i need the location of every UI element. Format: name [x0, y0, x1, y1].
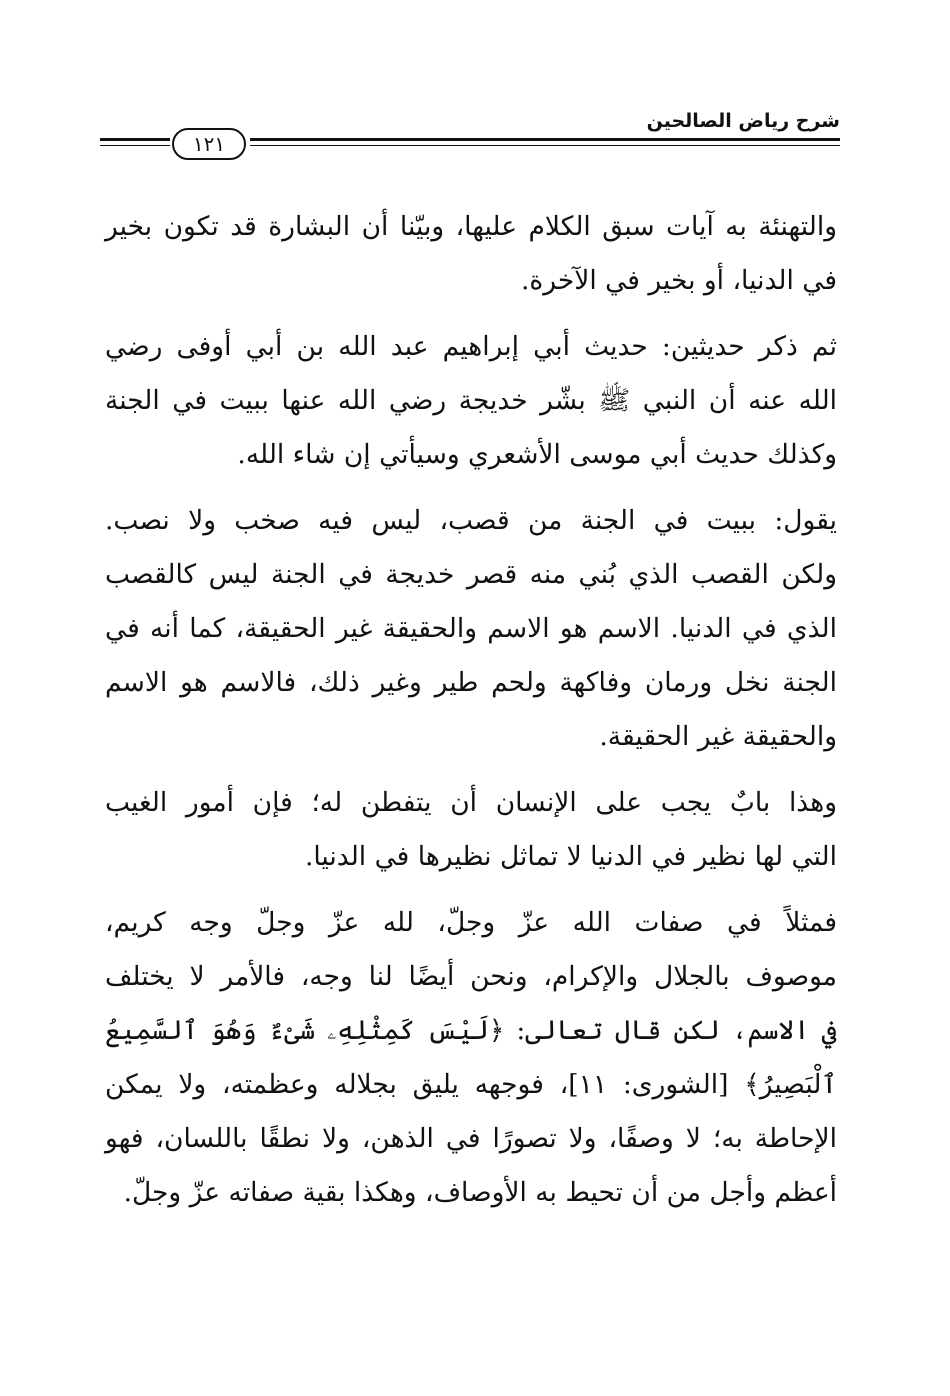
text-line: أعظم وأجل من أن تحيط به الأوصاف، وهكذا بقية صفاته عزّ وجلّ. [123, 1177, 837, 1208]
body-text [105, 200, 837, 1232]
paragraph-4 [105, 776, 837, 884]
text-line: ولكن القصب الذي بُني منه قصر خديجة في الجنة ليس كالقصب [105, 559, 838, 590]
text-line: وكذلك حديث أبي موسى الأشعري وسيأتي إن شاء الله. [237, 439, 837, 470]
header-rule-left-thin [100, 145, 170, 146]
text-line: التي لها نظير في الدنيا لا تماثل نظيرها في الدنيا. [304, 841, 837, 872]
page-number: ١٢١ [172, 128, 246, 160]
text-line: والحقيقة غير الحقيقة. [599, 721, 837, 752]
text-line: وهذا بابٌ يجب على الإنسان أن يتفطن له؛ فإن أمور الغيب [105, 787, 837, 818]
text-line: ٱلْبَصِيرُ﴾ [الشورى: ١١]، فوجهه يليق بجلاله وعظمته، ولا يمكن [105, 1069, 837, 1100]
paragraph-3 [105, 494, 837, 764]
text-line: فمثلاً في صفات الله عزّ وجلّ، لله عزّ وجلّ وجه كريم، [105, 907, 837, 938]
page-header [100, 108, 840, 158]
text-line: في الاسم، لكن قال تعالى: ﴿لَيْسَ كَمِثْلِهِۦ شَىْءٌ وَهُوَ ٱلسَّمِيعُ [105, 1015, 837, 1046]
text-line: ثم ذكر حديثين: حديث أبي إبراهيم عبد الله بن أبي أوفى رضي [105, 331, 837, 362]
text-line: الذي في الدنيا. الاسم هو الاسم والحقيقة غير الحقيقة، كما أنه في [105, 613, 837, 644]
text-line: في الدنيا، أو بخير في الآخرة. [520, 265, 837, 296]
text-line: الجنة نخل ورمان وفاكهة ولحم طير وغير ذلك، فالاسم هو الاسم [105, 667, 837, 698]
text-line: موصوف بالجلال والإكرام، ونحن أيضًا لنا وجه، فالأمر لا يختلف [105, 961, 837, 992]
header-rule-left [100, 138, 170, 141]
paragraph-2 [105, 320, 837, 482]
text-line: الإحاطة به؛ لا وصفًا، ولا تصورًا في الذهن، ولا نطقًا باللسان، فهو [105, 1123, 837, 1154]
book-title: شرح رياض الصالحين [646, 110, 840, 132]
paragraph-1 [105, 200, 837, 308]
text-line: يقول: ببيت في الجنة من قصب، ليس فيه صخب ولا نصب. [105, 505, 837, 536]
text-line: الله عنه أن النبي ﷺ بشّر خديجة رضي الله عنها ببيت في الجنة [105, 385, 837, 416]
paragraph-5 [105, 896, 837, 1220]
header-rule-right [250, 138, 840, 141]
header-rule-right-thin [250, 145, 840, 146]
text-line: والتهنئة به آيات سبق الكلام عليها، وبيّنا أن البشارة قد تكون بخير [105, 211, 837, 242]
